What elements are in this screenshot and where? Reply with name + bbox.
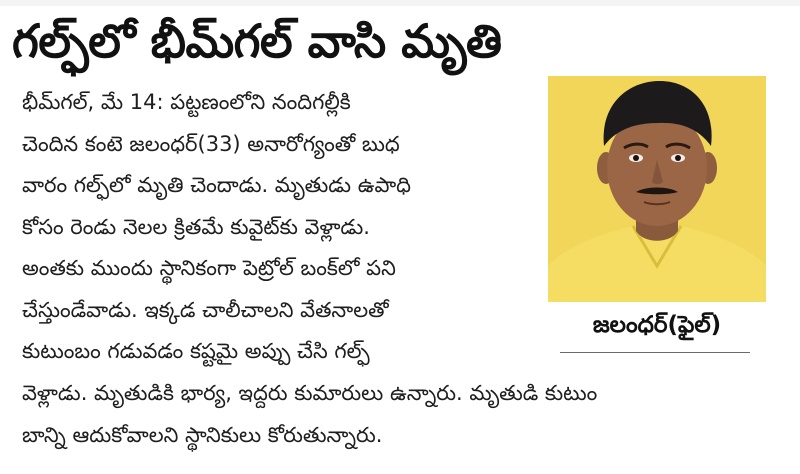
body-line: కుటుంబం గడువడం కష్టమై అప్పు చేసి గల్ఫ్ [22, 339, 370, 363]
caption-divider [560, 352, 750, 353]
portrait-photo-icon [548, 76, 766, 302]
body-line: వెళ్లాడు. మృతుడికి భార్య, ఇద్దరు కుమారులు ఉన్నారు. మృతుడి కుటుం [22, 381, 598, 405]
body-line: చెందిన కంటె జలంధర్(33) అనారోగ్యంతో బుధ [22, 131, 400, 156]
body-line: కోసం రెండు నెలల క్రితమే కువైట్‌కు వెళ్లాడు. [22, 214, 370, 239]
body-line: భీమ్‌గల్, మే 14: పట్టణంలోని నందిగల్లీకి [22, 90, 351, 114]
portrait-photo [548, 76, 766, 302]
article-body-wrapped [22, 82, 534, 373]
body-line: బాన్ని ఆదుకోవాలని స్థానికులు కోరుతున్నారు. [22, 422, 383, 447]
article-headline: గల్ఫ్‌లో భీమ్‌గల్ వాసి మృతి [12, 14, 502, 68]
body-line: చేస్తుండేవాడు. ఇక్కడ చాలీచాలని వేతనాలతో [22, 297, 389, 322]
body-line: వారం గల్ఫ్‌లో మృతి చెందాడు. మృతుడు ఉపాధి [22, 173, 411, 197]
page-top-strip [0, 0, 800, 6]
body-line: అంతకు ముందు స్థానికంగా పెట్రోల్ బంక్‌లో పని [22, 256, 396, 280]
article-body-full-width [22, 373, 792, 456]
photo-caption: జలంధర్(ఫైల్) [592, 312, 722, 338]
